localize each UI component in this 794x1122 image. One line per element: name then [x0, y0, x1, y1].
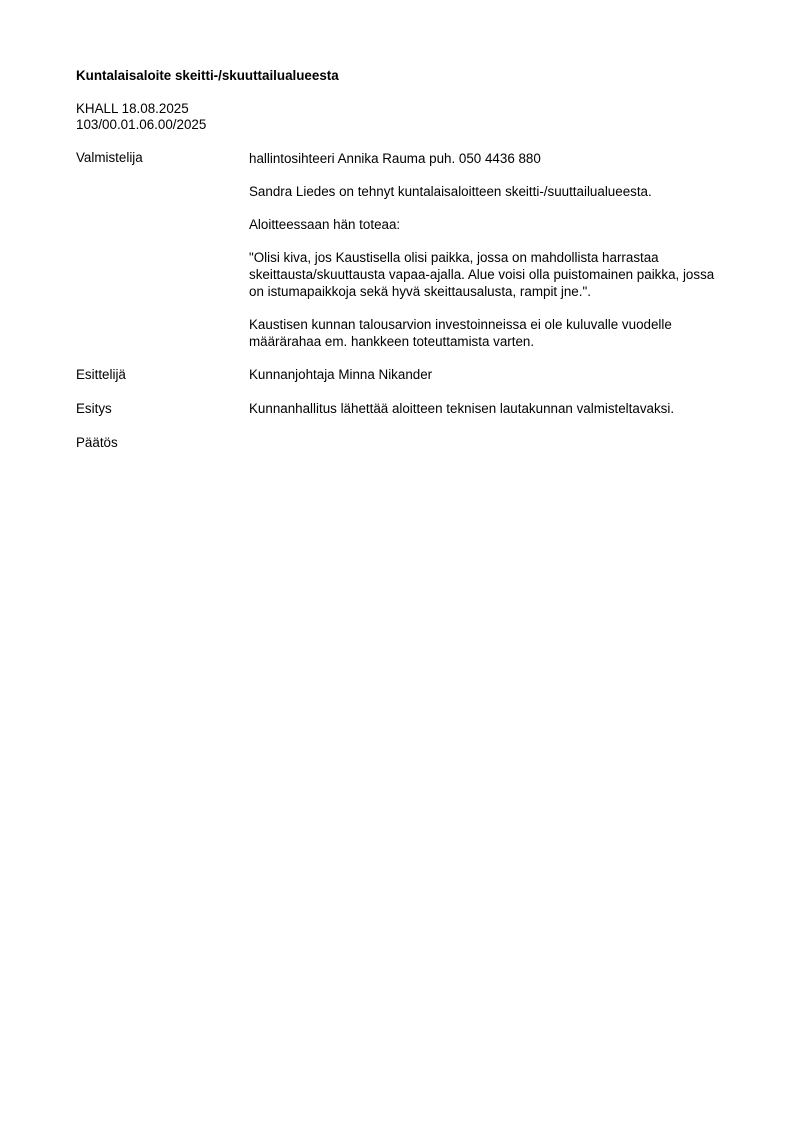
document-meta	[76, 101, 726, 133]
section-esitys	[76, 401, 726, 417]
preparer-contact: hallintosihteeri Annika Rauma puh. 050 4436 880	[249, 151, 541, 166]
meeting-reference: KHALL 18.08.2025	[76, 101, 189, 116]
document-title: Kuntalaisaloite skeitti-/skuuttailualueesta	[76, 68, 339, 83]
budget-note: Kaustisen kunnan talousarvion investoinneissa ei ole kuluvalle vuodelle määrärahaa em. hankkeen toteuttamista varten.	[249, 317, 672, 349]
initiative-intro: Aloitteessaan hän toteaa:	[249, 217, 401, 232]
section-label-paatos: Päätös	[76, 435, 118, 450]
section-label-esittelija: Esittelijä	[76, 367, 126, 382]
document-page	[76, 68, 726, 451]
initiative-summary: Sandra Liedes on tehnyt kuntalaisaloitteen skeitti-/suuttailualueesta.	[249, 184, 652, 199]
section-content-valmistelija	[249, 150, 726, 350]
section-valmistelija	[76, 150, 726, 350]
presenter-name: Kunnanjohtaja Minna Nikander	[249, 367, 433, 382]
section-esittelija	[76, 367, 726, 383]
record-number: 103/00.01.06.00/2025	[76, 117, 207, 132]
section-paatos	[76, 435, 726, 451]
initiative-quote: "Olisi kiva, jos Kaustisella olisi paikka, jossa on mahdollista harrastaa skeittausta/skuuttausta vapaa-ajalla. Alue voisi olla puistomainen paikka, jossa on istumapaikkoja sekä hyvä skeittausalusta, rampit jne.".	[249, 250, 715, 299]
section-label-valmistelija: Valmistelija	[76, 150, 143, 165]
proposal-text: Kunnanhallitus lähettää aloitteen teknisen lautakunnan valmisteltavaksi.	[249, 401, 675, 416]
section-label-esitys: Esitys	[76, 401, 112, 416]
